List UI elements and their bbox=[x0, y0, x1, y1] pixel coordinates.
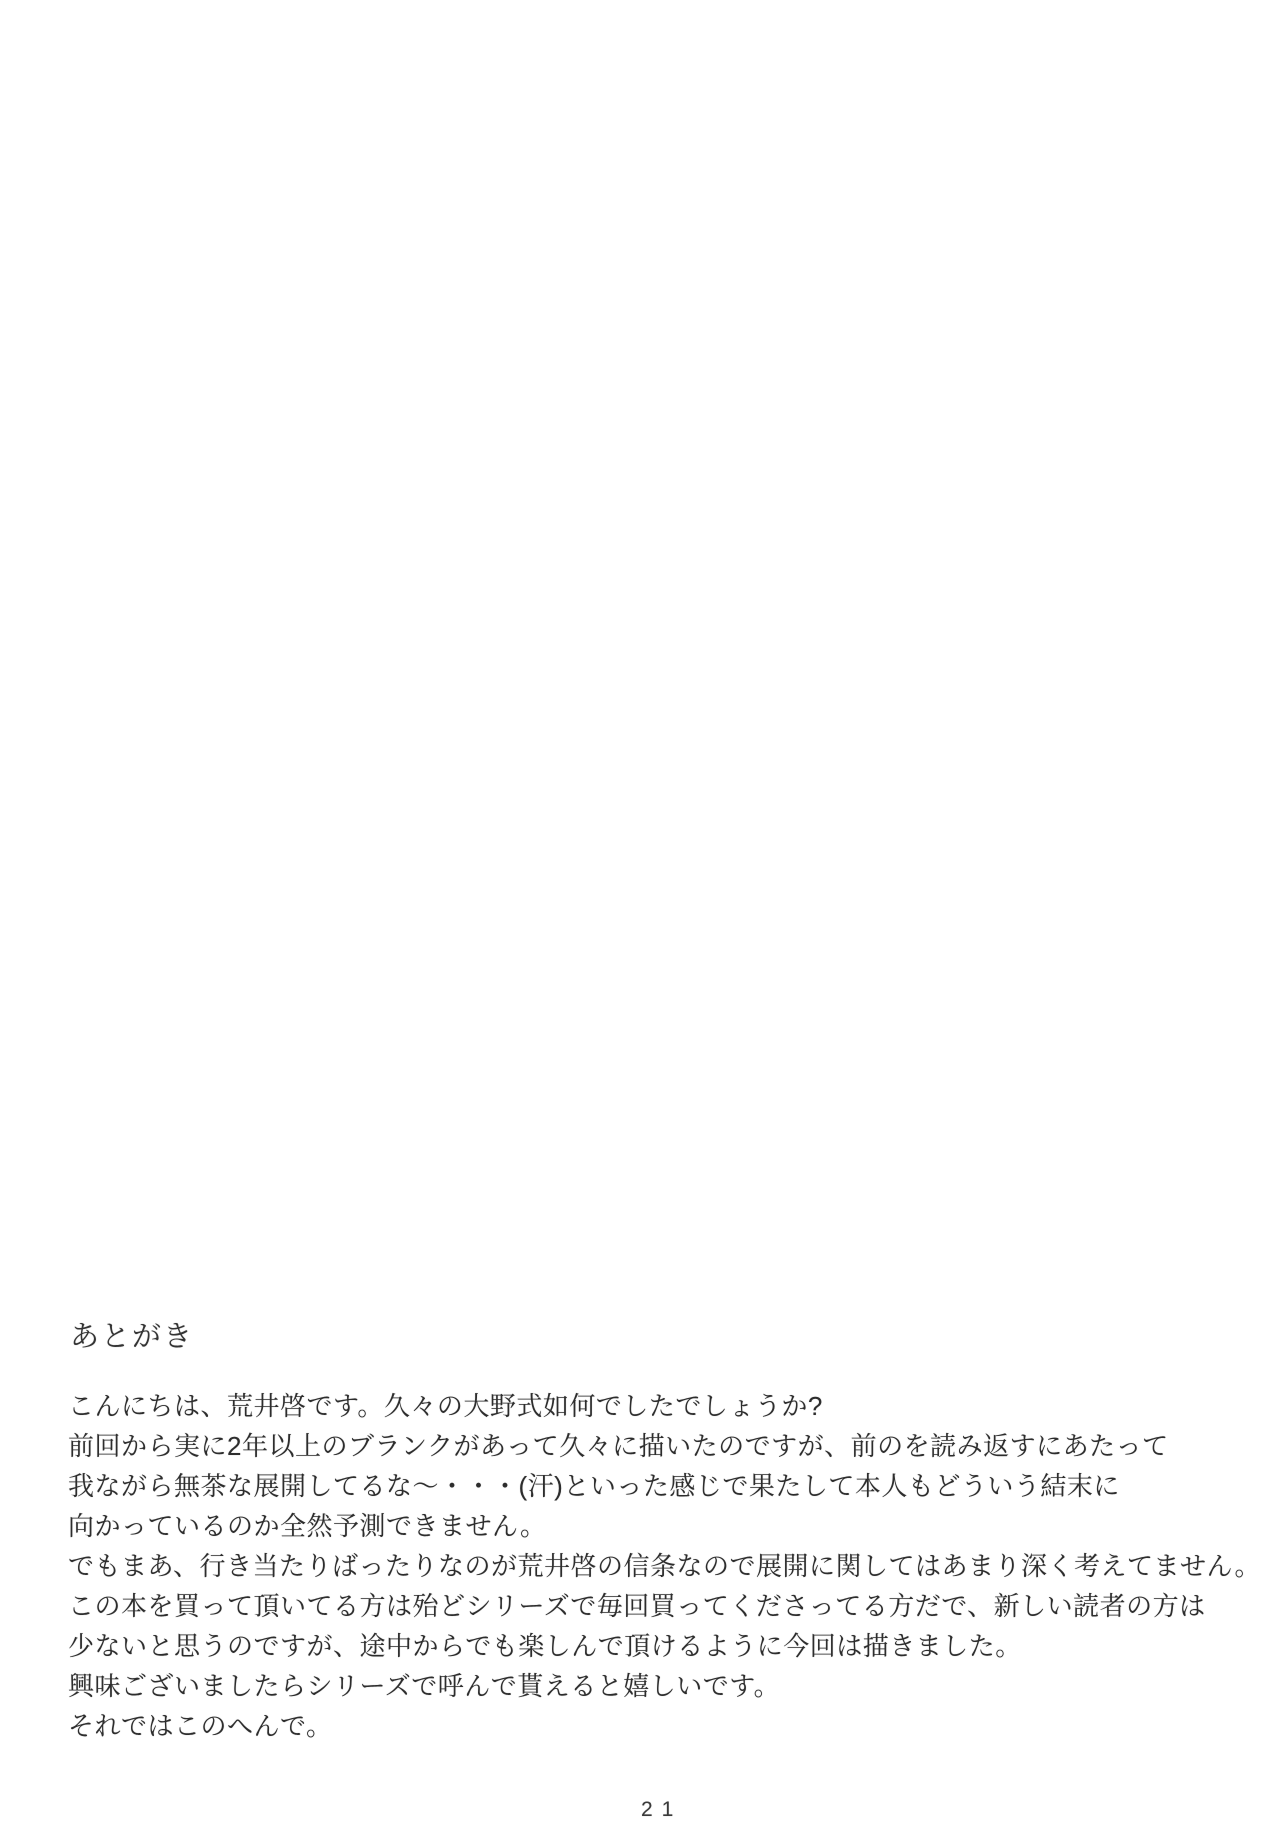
afterword-line: こんにちは、荒井啓です。久々の大野式如何でしたでしょうか? bbox=[68, 1391, 823, 1421]
afterword-line: 少ないと思うのですが、途中からでも楽しんで頂けるように今回は描きました。 bbox=[68, 1631, 1022, 1661]
afterword-line: それではこのへんで。 bbox=[68, 1711, 333, 1741]
afterword-line: 興味ございましたらシリーズで呼んで貰えると嬉しいです。 bbox=[68, 1671, 781, 1701]
afterword-body bbox=[68, 1386, 1262, 1746]
afterword-line: 前回から実に2年以上のブランクがあって久々に描いたのですが、前のを読み返すにあたって bbox=[68, 1431, 1169, 1461]
afterword-line: 我ながら無茶な展開してるな〜・・・(汗)といった感じで果たして本人もどういう結末に bbox=[68, 1471, 1120, 1501]
afterword-line: この本を買って頂いてる方は殆どシリーズで毎回買ってくださってる方だで、新しい読者の方は bbox=[68, 1591, 1206, 1621]
afterword-title: あとがき bbox=[70, 1321, 195, 1353]
afterword-line: 向かっているのか全然予測できません。 bbox=[68, 1511, 547, 1541]
afterword-line: でもまあ、行き当たりばったりなのが荒井啓の信条なので展開に関してはあまり深く考えてません。 bbox=[68, 1551, 1262, 1581]
page-number: 21 bbox=[641, 1798, 683, 1821]
